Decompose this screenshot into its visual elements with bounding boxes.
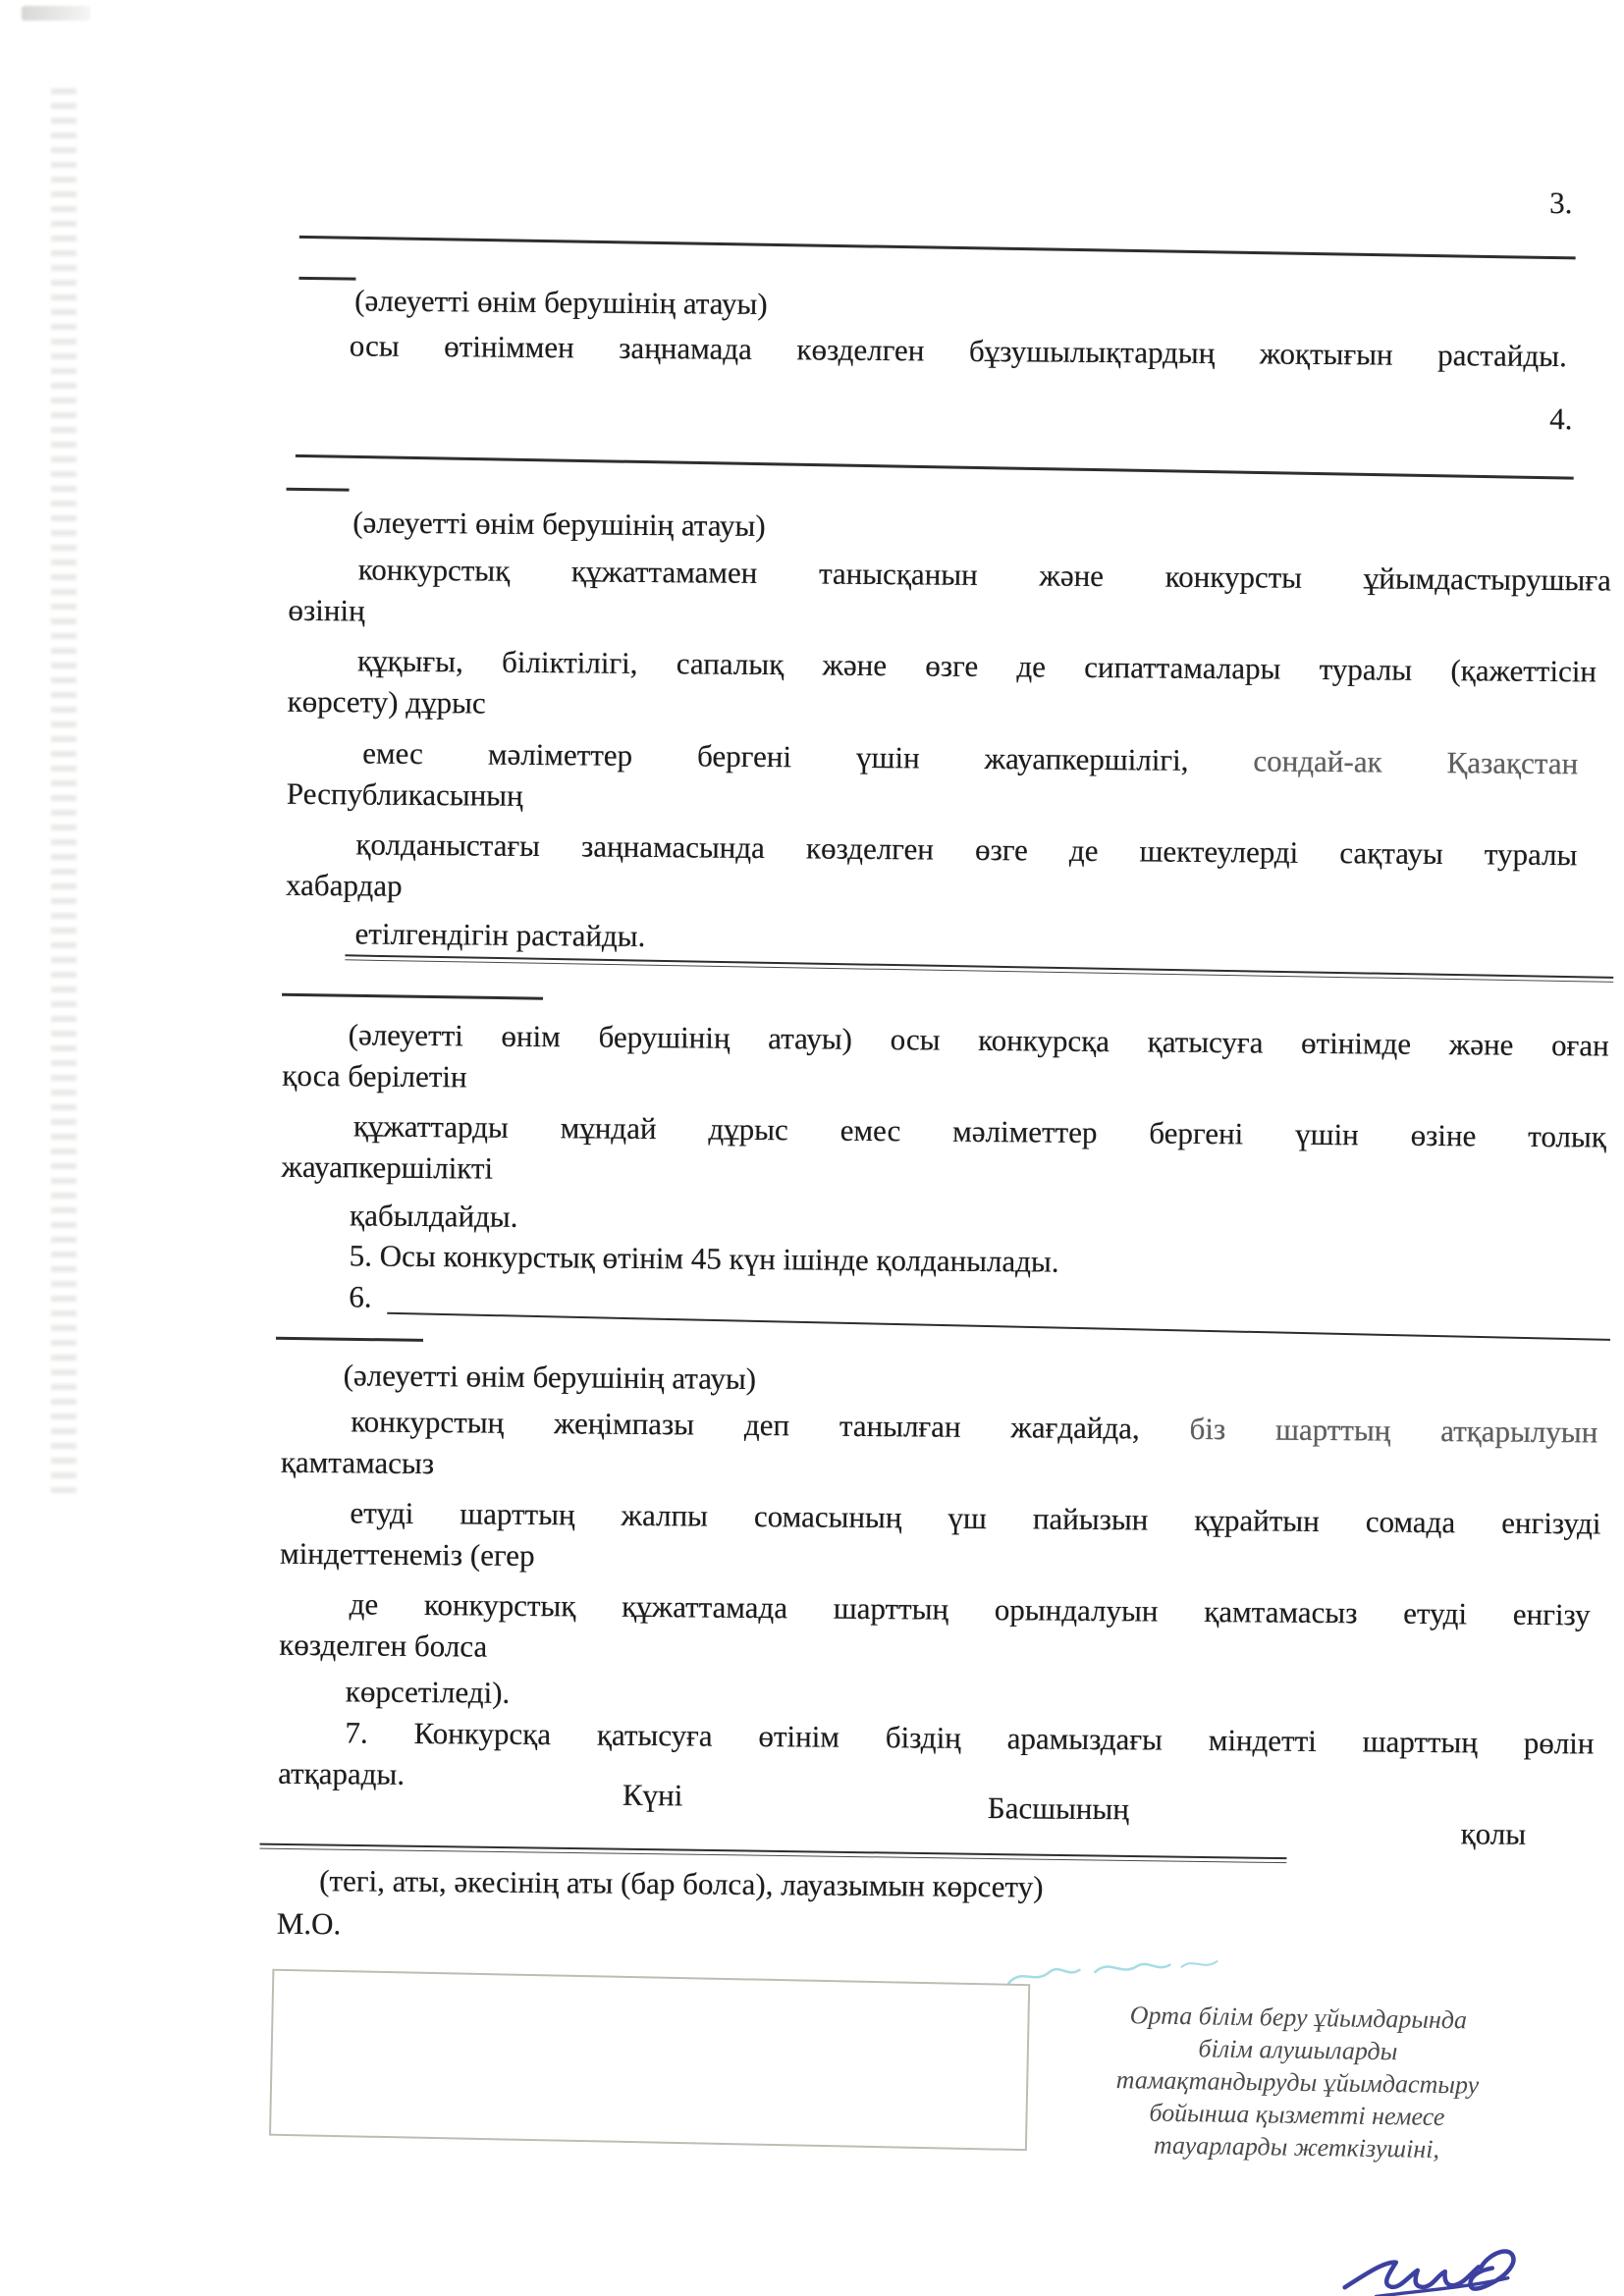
- blank-field-dash: [287, 488, 350, 492]
- paragraph-fragment: конкурстың жеңімпазы деп танылған жағдайда,: [351, 1404, 1140, 1446]
- paragraph-line: қолданыстағы заңнамасында көзделген өзге де шектеулерді сақтауы туралы: [355, 827, 1578, 873]
- addressee-note-line: тамақтандыруды ұйымдастыру: [1115, 2065, 1480, 2100]
- signature-label: қолы: [1460, 1816, 1527, 1851]
- pen-scribble-mark: [1001, 1942, 1237, 2002]
- paragraph-line: осы өтініммен заңнамада көзделген бұзушылықтардың жоқтығын растайды.: [349, 328, 1567, 374]
- blank-field-dash: [276, 1337, 423, 1342]
- paragraph-fragment: емес мәліметтер бергені үшін жауапкершілігі,: [362, 735, 1189, 777]
- addressee-note-line: білім алушыларды: [1198, 2034, 1398, 2066]
- date-label: Күні: [622, 1777, 683, 1813]
- paragraph-line: етуді шарттың жалпы сомасының үш пайызын құрайтын сомада енгізуді: [350, 1495, 1601, 1541]
- point-6-number: 6.: [349, 1279, 372, 1314]
- item-number-3: 3.: [1549, 185, 1573, 221]
- paragraph-line: етілгендігін растайды.: [354, 916, 646, 953]
- supplier-name-caption: (әлеуетті өнім берушінің атауы): [352, 505, 766, 544]
- blank-field-rule: [299, 236, 1576, 260]
- paragraph-line: жауапкершілікті: [281, 1148, 494, 1186]
- paragraph-line: көрсетіледі).: [345, 1674, 511, 1710]
- paragraph-line: көрсету) дұрыс: [287, 683, 486, 721]
- paragraph-line: хабардар: [285, 867, 403, 903]
- point-7-line: атқарады.: [278, 1755, 406, 1791]
- name-hint-caption: (тегі, аты, әкесінің аты (бар болса), лауазымын көрсету): [319, 1863, 1044, 1904]
- section-3: [2, 0, 1624, 374]
- paragraph-line: қоса берілетін: [282, 1057, 467, 1095]
- paragraph-line: конкурстық құжаттамамен танысқанын және конкурсты ұйымдастырушыға: [357, 552, 1611, 598]
- blank-field-dash: [298, 277, 355, 281]
- handwritten-signature-ink: [1338, 2231, 1536, 2296]
- stamp-box: [269, 1969, 1030, 2151]
- addressee-note-line: Орта білім беру ұйымдарында: [1129, 2001, 1468, 2035]
- paragraph-line: көзделген болса: [279, 1627, 488, 1664]
- point-5-line: 5. Осы конкурстық өтінім 45 күн ішінде қолданылады.: [349, 1238, 1059, 1279]
- blank-field-rule-short: [282, 993, 543, 1000]
- paragraph-line: қабылдайды.: [349, 1198, 518, 1234]
- addressee-note-line: тауарларды жеткізушіні,: [1153, 2130, 1440, 2163]
- addressee-note-line: бойынша қызметті немесе: [1149, 2098, 1445, 2132]
- addressee-note: [1074, 1998, 1520, 2166]
- paragraph-line: Республикасының: [286, 775, 523, 813]
- seal-mark: М.О.: [276, 1905, 342, 1942]
- supplier-name-caption: (әлеуетті өнім берушінің атауы): [354, 283, 768, 322]
- item-number-4: 4.: [1549, 400, 1573, 437]
- head-label: Басшының: [987, 1790, 1130, 1827]
- paragraph-line: [351, 1404, 1597, 1450]
- point-7-line: 7. Конкурсқа қатысуға өтінім біздің арамыздағы міндетті шарттың рөлін: [345, 1715, 1595, 1761]
- supplier-name-caption: (әлеуетті өнім берушінің атауы): [343, 1358, 757, 1396]
- paragraph-line: құқығы, біліктілігі, сапалық және өзге де сипаттамалары туралы (қажеттісін: [356, 643, 1597, 689]
- paragraph-fragment-faded: сондай-ак Қазақстан: [1253, 743, 1579, 781]
- paragraph-line: құжаттарды мұндай дұрыс емес мәліметтер бергені үшін өзіне толық: [352, 1108, 1607, 1154]
- signature-name-rule: [259, 1843, 1286, 1864]
- paragraph-line: (әлеуетті өнім берушінің атауы) осы конкурсқа қатысуға өтінімде және оған: [348, 1017, 1609, 1063]
- paragraph-line: де конкурстық құжаттамада шарттың орындалуын қамтамасыз етуді енгізу: [349, 1586, 1591, 1632]
- blank-field-rule: [296, 454, 1574, 480]
- paragraph-line: [362, 735, 1578, 780]
- blank-field-rule: [345, 954, 1613, 983]
- paragraph-line: өзінің: [288, 592, 365, 628]
- blank-field-rule: [387, 1312, 1610, 1341]
- paragraph-line: қамтамасыз: [280, 1444, 435, 1481]
- paragraph-fragment-faded: біз шарттың атқарылуын: [1189, 1411, 1598, 1450]
- paragraph-line: міндеттенеміз (егер: [279, 1535, 535, 1574]
